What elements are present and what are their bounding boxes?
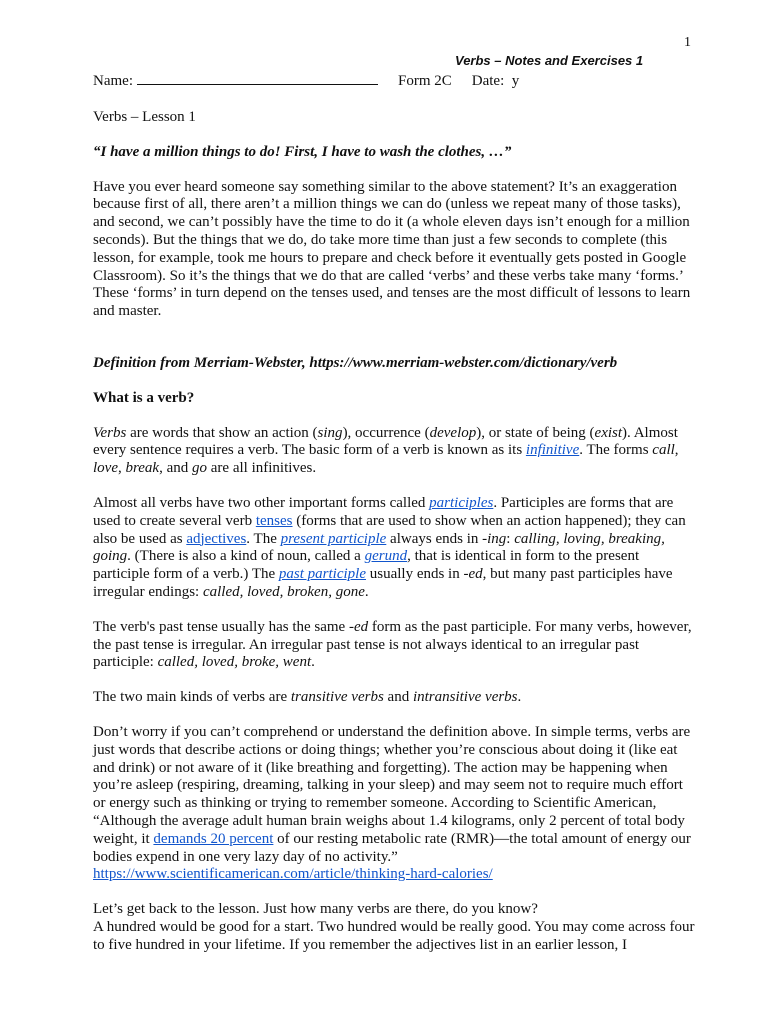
text: . xyxy=(517,689,522,706)
term-verbs: Verbs xyxy=(93,424,127,441)
intro-paragraph: Have you ever heard someone say something similar to the above statement? It’s an exaggeration because first of all, there aren’t a million things we can do (unless we repeat many of those tasks), and second, we can’t possibly have the time to do it (a whole eleven days isn’t enough for a million seconds). But the things that we do, do take more time than just a few seconds to complete (this lesson, for example, took me hours to prepare and check before it eventually gets posted in Google Classroom). So it’s the things that we do that are called ‘verbs’ and these verbs take many ‘forms.’ These ‘forms’ in turn depend on the tenses used, and tenses are the most difficult of lessons to learn and master. xyxy=(93,178,691,320)
name-blank-line xyxy=(137,70,378,85)
page-number: 1 xyxy=(684,35,691,50)
past-tense-examples: called, loved, broke, went xyxy=(157,654,312,671)
text: ), or state of being ( xyxy=(476,424,595,441)
example-love: love xyxy=(93,460,118,477)
definition-paragraph-1 xyxy=(93,425,697,478)
ing-examples: calling, loving, breaking, going xyxy=(93,530,665,565)
example-develop: develop xyxy=(429,424,477,441)
closing-line-2: A hundred would be good for a start. Two hundred would be really good. You may come across four to five hundred in your lifetime. If you remember the adjectives list in an earlier lesson, I xyxy=(93,918,695,953)
closing-line-1: Let’s get back to the lesson. Just how many verbs are there, do you know? xyxy=(93,901,538,918)
example-call: call xyxy=(652,442,675,459)
suffix-ing: -ing xyxy=(482,530,507,547)
adjectives-link[interactable]: adjectives xyxy=(186,530,247,547)
text: always ends in xyxy=(386,530,483,547)
text: , xyxy=(117,460,126,477)
text: and xyxy=(383,689,413,706)
example-go: go xyxy=(192,460,208,477)
suffix-ed: -ed xyxy=(348,618,369,635)
suffix-ed: -ed xyxy=(463,566,483,583)
date-label: Date: xyxy=(471,73,505,89)
text: , and xyxy=(159,460,193,477)
participles-link[interactable]: participles xyxy=(429,494,494,511)
lesson-title: Verbs – Lesson 1 xyxy=(93,109,196,125)
example-break: break xyxy=(125,460,160,477)
definition-paragraph-2 xyxy=(93,495,697,602)
example-sing: sing xyxy=(317,424,343,441)
text: usually ends in xyxy=(365,566,464,583)
text: . The forms xyxy=(579,442,653,459)
text: . xyxy=(311,654,315,671)
demands-20-percent-link[interactable]: demands 20 percent xyxy=(153,830,274,847)
irregular-examples: called, loved, broken, gone xyxy=(202,583,365,600)
text: . (There is also a kind of noun, called a xyxy=(127,548,365,565)
opening-quote: “I have a million things to do! First, I have to wash the clothes, …” xyxy=(93,143,512,160)
document-body xyxy=(93,109,697,954)
text: Almost all verbs have two other important forms called xyxy=(93,494,430,511)
scientific-american-url-link[interactable]: https://www.scientificamerican.com/article/thinking-hard-calories/ xyxy=(93,866,493,883)
text: . The xyxy=(246,530,281,547)
present-participle-link[interactable]: present participle xyxy=(280,530,387,547)
definition-paragraph-4 xyxy=(93,689,697,707)
text: , xyxy=(674,442,679,459)
text: Don’t worry if you can’t comprehend or understand the definition above. In simple terms, verbs are just words that describe actions or doing things; whether you’re conscious about doing it (like eat and drink) or not aware of it (like breathing and forgetting). The action may be happening when you’re asleep (respiring, dreaming, talking in your sleep) and may seem not to require much effort or energy such as thinking or trying to remember someone. According to Scientific American, “Although the average adult human brain weighs about 1.4 kilograms, only 2 percent of total body weight, it xyxy=(93,723,691,847)
date-value: y xyxy=(511,73,520,89)
text: The two main kinds of verbs are xyxy=(93,689,291,706)
tenses-link[interactable]: tenses xyxy=(255,512,293,529)
form-label: Form 2C xyxy=(397,73,452,89)
text: are all infinitives. xyxy=(207,460,317,477)
term-intransitive: intransitive verbs xyxy=(412,689,518,706)
infinitive-link[interactable]: infinitive xyxy=(525,442,580,459)
text: form as the past participle. For many verbs, however, the past tense is irregular. An irregular past tense is not always identical to an irregular past participle: xyxy=(93,618,692,671)
text: . Participles are forms that are used to create several verb xyxy=(93,494,674,529)
text: , that is identical in form to the present participle form of a verb.) The xyxy=(93,548,640,583)
past-participle-link[interactable]: past participle xyxy=(278,566,366,583)
text: are words that show an action ( xyxy=(126,424,318,441)
text: ). Almost every sentence requires a verb. The basic form of a verb is known as its xyxy=(93,424,678,459)
gerund-link[interactable]: gerund xyxy=(364,548,408,565)
text: . xyxy=(364,583,369,600)
text: : xyxy=(506,530,515,547)
name-row xyxy=(93,70,713,91)
what-is-verb-heading: What is a verb? xyxy=(93,389,195,406)
term-transitive: transitive verbs xyxy=(290,689,384,706)
text: (forms that are used to show when an action happened); they can also be used as xyxy=(93,512,686,547)
text: of our resting metabolic rate (RMR)—the total amount of energy our bodies expend in one very lazy day of no activity.” xyxy=(93,830,691,865)
text: The verb's past tense usually has the same xyxy=(93,618,349,635)
definition-source: Definition from Merriam-Webster, https://www.merriam-webster.com/dictionary/verb xyxy=(93,354,618,371)
explanation-paragraph xyxy=(93,724,697,884)
name-label: Name: xyxy=(93,73,133,89)
text: ), occurrence ( xyxy=(342,424,430,441)
definition-paragraph-3 xyxy=(93,619,697,672)
text: , but many past participles have irregular endings: xyxy=(93,566,673,600)
header-title: Verbs – Notes and Exercises 1 xyxy=(455,53,644,68)
example-exist: exist xyxy=(594,424,623,441)
